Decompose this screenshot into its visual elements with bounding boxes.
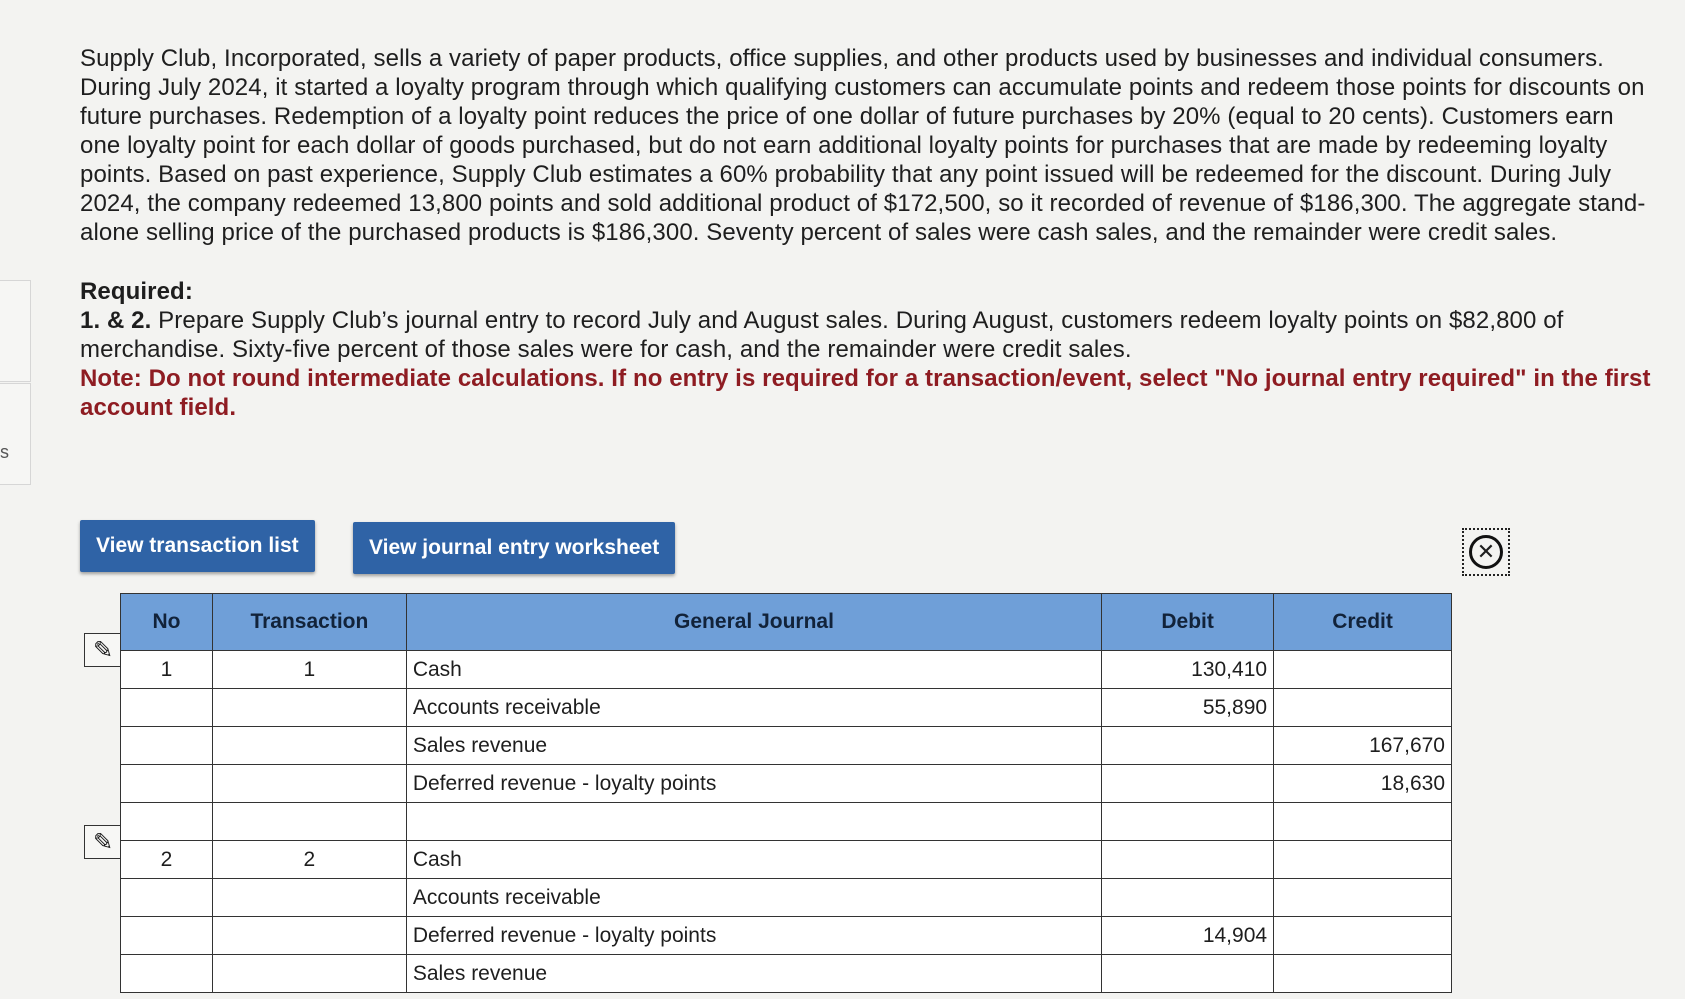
- left-edge-panel-bottom: [0, 383, 31, 485]
- required-heading: Required:: [80, 278, 193, 305]
- row-account[interactable]: Accounts receivable: [406, 879, 1101, 917]
- journal-table: [120, 593, 1452, 993]
- row-transaction: [212, 727, 406, 765]
- row-credit[interactable]: [1274, 955, 1452, 993]
- table-header-row: [121, 594, 1452, 651]
- close-icon: ✕: [1469, 535, 1503, 569]
- row-credit[interactable]: [1274, 879, 1452, 917]
- row-transaction: [212, 689, 406, 727]
- problem-paragraph: Supply Club, Incorporated, sells a variety of paper products, office supplies, and other products used by businesses and individual consumers. During July 2024, it started a loyalty program through which qualifying customers can accumulate points and redeem those points for discounts on future purchases. Redemption of a loyalty point reduces the price of one dollar of future purchases by 20% (equal to 20 cents). Customers earn one loyalty point for each dollar of goods purchased, but do not earn additional loyalty points for purchases that are made by redeeming loyalty points. Based on past experience, Supply Club estimates a 60% probability that any point issued will be redeemed for the discount. During July 2024, the company redeemed 13,800 points and sold additional product of $172,500, so it recorded of revenue of $186,300. The aggregate stand-alone selling price of the purchased products is $186,300. Seventy percent of sales were cash sales, and the remainder were credit sales.: [80, 45, 1646, 246]
- row-transaction: 2: [212, 841, 406, 879]
- row-transaction: [212, 765, 406, 803]
- edit-entry-1-icon[interactable]: ✎: [84, 633, 122, 667]
- table-row: [121, 917, 1452, 955]
- row-debit[interactable]: 130,410: [1102, 651, 1274, 689]
- row-credit[interactable]: 167,670: [1274, 727, 1452, 765]
- row-debit[interactable]: [1102, 841, 1274, 879]
- table-row: [121, 955, 1452, 993]
- row-credit[interactable]: [1274, 917, 1452, 955]
- row-account[interactable]: Deferred revenue - loyalty points: [406, 917, 1101, 955]
- table-row: [121, 765, 1452, 803]
- row-transaction: [212, 917, 406, 955]
- edit-entry-2-icon[interactable]: ✎: [84, 825, 122, 859]
- header-transaction: Transaction: [212, 594, 406, 651]
- table-row: [121, 727, 1452, 765]
- row-no: [121, 727, 213, 765]
- row-debit[interactable]: [1102, 803, 1274, 841]
- row-transaction: [212, 803, 406, 841]
- required-number: 1. & 2.: [80, 307, 152, 334]
- view-journal-entry-worksheet-button[interactable]: View journal entry worksheet: [353, 522, 675, 574]
- table-row: [121, 651, 1452, 689]
- table-row: [121, 879, 1452, 917]
- row-account[interactable]: Cash: [406, 651, 1101, 689]
- row-no: [121, 917, 213, 955]
- row-transaction: [212, 955, 406, 993]
- row-debit[interactable]: 55,890: [1102, 689, 1274, 727]
- problem-statement: [80, 44, 1660, 422]
- row-debit[interactable]: [1102, 727, 1274, 765]
- row-credit[interactable]: [1274, 803, 1452, 841]
- row-no: 2: [121, 841, 213, 879]
- row-debit[interactable]: [1102, 765, 1274, 803]
- row-no: [121, 803, 213, 841]
- header-no: No: [121, 594, 213, 651]
- row-credit[interactable]: [1274, 841, 1452, 879]
- row-debit[interactable]: [1102, 879, 1274, 917]
- header-debit: Debit: [1102, 594, 1274, 651]
- edge-letter: s: [0, 442, 9, 462]
- row-no: 1: [121, 651, 213, 689]
- required-text: Prepare Supply Club’s journal entry to record July and August sales. During August, customers redeem loyalty points on $82,800 of merchandise. Sixty-five percent of those sales were for cash, and the remainder were credit sales.: [80, 307, 1564, 363]
- row-debit[interactable]: 14,904: [1102, 917, 1274, 955]
- table-row: [121, 689, 1452, 727]
- row-credit[interactable]: 18,630: [1274, 765, 1452, 803]
- close-button[interactable]: [1462, 528, 1510, 576]
- row-transaction: [212, 879, 406, 917]
- table-row: [121, 841, 1452, 879]
- row-account[interactable]: Sales revenue: [406, 955, 1101, 993]
- row-debit[interactable]: [1102, 955, 1274, 993]
- row-no: [121, 879, 213, 917]
- row-account[interactable]: [406, 803, 1101, 841]
- header-general-journal: General Journal: [406, 594, 1101, 651]
- row-transaction: 1: [212, 651, 406, 689]
- left-edge-panel-top: [0, 280, 31, 382]
- note-text: Note: Do not round intermediate calculations. If no entry is required for a transaction/event, select "No journal entry required" in the first account field.: [80, 365, 1651, 421]
- row-no: [121, 689, 213, 727]
- row-credit[interactable]: [1274, 689, 1452, 727]
- row-account[interactable]: Cash: [406, 841, 1101, 879]
- table-row-spacer: [121, 803, 1452, 841]
- row-credit[interactable]: [1274, 651, 1452, 689]
- row-no: [121, 955, 213, 993]
- header-credit: Credit: [1274, 594, 1452, 651]
- view-transaction-list-button[interactable]: View transaction list: [80, 520, 315, 572]
- row-account[interactable]: Accounts receivable: [406, 689, 1101, 727]
- row-account[interactable]: Deferred revenue - loyalty points: [406, 765, 1101, 803]
- row-no: [121, 765, 213, 803]
- required-instruction: [80, 306, 1660, 364]
- row-account[interactable]: Sales revenue: [406, 727, 1101, 765]
